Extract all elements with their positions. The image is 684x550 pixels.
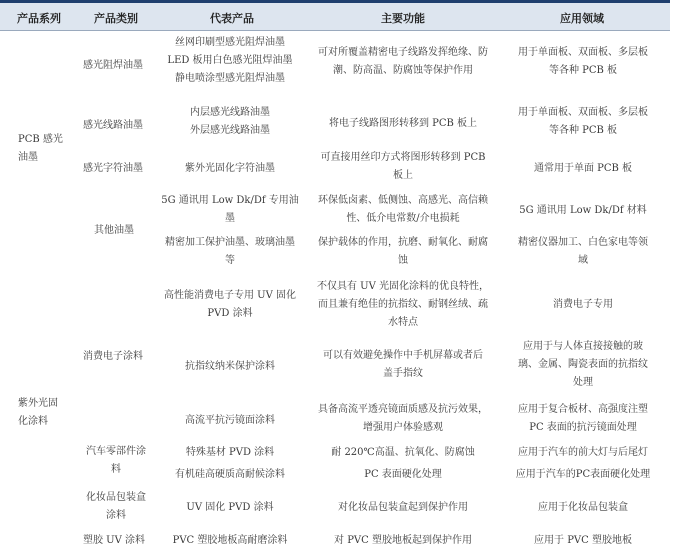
function-pvd-special: 耐 220℃高温、抗氧化、防腐蚀 — [331, 447, 475, 458]
function-protect: 保护载体的作用，抗磨、耐氧化、耐腐 蚀 — [318, 237, 488, 266]
application-pvc: 应用于 PVC 塑胶地板 — [534, 535, 632, 546]
application-char: 通常用于单面 PCB 板 — [533, 163, 633, 174]
function-mirror: 具备高流平透亮镜面质感及抗污效果， 增强用户体验感观 — [318, 404, 488, 433]
application-auto-pc: 应用于汽车的PC表面硬化处理 — [515, 469, 651, 480]
category-solder: 感光阻焊油墨 — [83, 60, 143, 71]
application-auto-light: 应用于汽车的前大灯与后尾灯 — [518, 447, 648, 458]
header-underline — [0, 30, 670, 31]
product-5g-ink: 5G 通讯用 Low Dk/Df 专用油 墨 — [161, 195, 299, 224]
function-cosmetic: 对化妆品包装盒起到保护作用 — [338, 502, 468, 513]
category-auto: 汽车零部件涂 料 — [86, 446, 146, 475]
application-5g: 5G 通讯用 Low Dk/Df 材料 — [519, 205, 647, 216]
header-function: 主要功能 — [381, 12, 425, 25]
application-mirror: 应用于复合板材、高强度注塑 PC 表面的抗污镜面处理 — [518, 404, 648, 433]
header-application: 应用领域 — [560, 12, 604, 25]
product-circuit: 内层感光线路油墨 外层感光线路油墨 — [190, 107, 270, 136]
header-product: 代表产品 — [210, 12, 254, 25]
function-pvc: 对 PVC 塑胶地板起到保护作用 — [334, 535, 472, 546]
category-plastic: 塑胶 UV 涂料 — [83, 535, 146, 546]
function-anti-fingerprint: 可以有效避免操作中手机屏幕或者后 盖手指纹 — [323, 350, 483, 379]
product-pvc: PVC 塑胶地板高耐磨涂料 — [172, 535, 288, 546]
series-uv: 紫外光固 化涂料 — [18, 398, 58, 427]
header-category: 产品类别 — [94, 12, 138, 25]
application-precision: 精密仪器加工、白色家电等领 域 — [518, 237, 648, 266]
function-5g: 环保低卤素、低侧蚀、高感光、高信赖 性、低介电常数/介电损耗 — [318, 195, 488, 224]
header-series: 产品系列 — [17, 12, 61, 25]
category-char: 感光字符油墨 — [83, 163, 143, 174]
product-anti-fingerprint: 抗指纹纳米保护涂料 — [185, 361, 275, 372]
product-precision-ink: 精密加工保护油墨、玻璃油墨 等 — [165, 237, 295, 266]
application-cosmetic: 应用于化妆品包装盒 — [538, 502, 628, 513]
product-char: 紫外光固化字符油墨 — [185, 163, 275, 174]
function-consumer-uv: 不仅具有 UV 光固化涂料的优良特性， 而且兼有绝佳的抗指纹、耐钢丝绒、疏 水特点 — [316, 281, 489, 328]
product-solder: 丝网印刷型感光阻焊油墨 LED 板用白色感光阻焊油墨 静电喷涂型感光阻焊油墨 — [167, 37, 293, 84]
function-silicone: PC 表面硬化处理 — [364, 469, 442, 480]
product-consumer-uv: 高性能消费电子专用 UV 固化 PVD 涂料 — [163, 290, 296, 319]
category-circuit: 感光线路油墨 — [83, 120, 143, 131]
category-cosmetic: 化妆品包装盒 涂料 — [86, 492, 146, 521]
category-other: 其他油墨 — [94, 225, 134, 236]
application-solder: 用于单面板、双面板、多层板 等各种 PCB 板 — [518, 47, 648, 76]
product-mirror: 高流平抗污镜面涂料 — [185, 415, 275, 426]
category-consumer: 消费电子涂料 — [83, 351, 143, 362]
function-solder: 可对所覆盖精密电子线路发挥绝缘、防 潮、防高温、防腐蚀等保护作用 — [318, 47, 488, 76]
function-char: 可直接用丝印方式将图形转移到 PCB 板上 — [320, 152, 486, 181]
product-pvd-special: 特殊基材 PVD 涂料 — [185, 447, 275, 458]
product-silicone: 有机硅高硬质高耐候涂料 — [175, 469, 285, 480]
application-anti-fingerprint: 应用于与人体直接接触的玻 璃、金属、陶瓷表面的抗指纹 处理 — [518, 341, 648, 388]
application-circuit: 用于单面板、双面板、多层板 等各种 PCB 板 — [518, 107, 648, 136]
series-pcb: PCB 感光 油墨 — [18, 134, 63, 163]
function-circuit: 将电子线路图形转移到 PCB 板上 — [328, 118, 478, 129]
product-uv-pvd: UV 固化 PVD 涂料 — [186, 502, 274, 513]
application-consumer: 消费电子专用 — [553, 299, 613, 310]
